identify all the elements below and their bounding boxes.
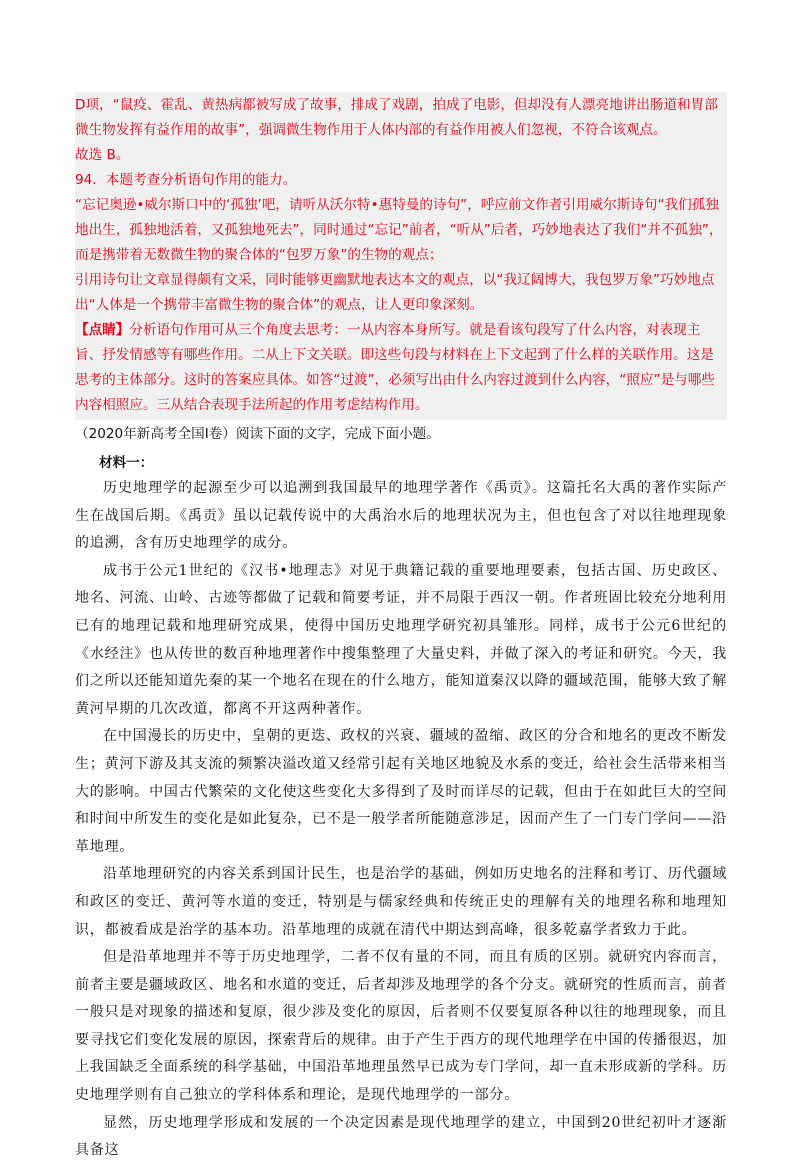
- article-paragraph: 在中国漫长的历史中，皇朝的更迭、政权的兴衰、疆域的盈缩、政区的分合和地名的更改不断发生；黄河下游及其支流的频繁决溢改道又经常引起有关地区地貌及水系的变迁，给社会生活带来相当大的影响。中国古代繁荣的文化使这些变化大多得到了及时而详尽的记载，但由于在如此巨大的空间和时间中所发生的变化是如此复杂，已不是一般学者所能随意涉足，因而产生了一门专门学问——沿革地理。: [75, 728, 727, 855]
- article-paragraph: 但是沿革地理并不等于历史地理学，二者不仅有量的不同，而且有质的区别。就研究内容而言，前者主要是疆域政区、地名和水道的变迁，后者却涉及地理学的各个分支。就研究的性质而言，前者一般只是对现象的描述和复原，很少涉及变化的原因，后者则不仅要复原各种以往的地理现象，而且要寻找它们变化发展的原因，探索背后的规律。由于产生于西方的现代地理学在中国的传播很迟，加上我国缺乏全面系统的科学基础，中国沿革地理虽然早已成为专门学问，却一直未形成新的学科。历史地理学则有自己独立的学科体系和理论，是现代地理学的一部分。: [75, 949, 727, 1104]
- tip-text: 分析语句作用可从三个角度去思考：一从内容本身所写。就是看该句段写了什么内容，对表现主旨、抒发情感等有哪些作用。二从上下文关联。即这些句段与材料在上下文起到了什么样的关联作用。这是思考的主体部分。这时的答案应具体。如答“过渡”，必须写出由什么内容过渡到什么内容，“照应”是与哪些内容相照应。三从结合表现手法所起的作用考虑结构作用。: [75, 322, 715, 413]
- article-paragraph: 显然，历史地理学形成和发展的一个决定因素是现代地理学的建立，中国到20世纪初叶才逐渐具备这: [75, 1114, 727, 1159]
- quote-analysis: “忘记奥逊•威尔斯口中的‘孤独’吧，请听从沃尔特•惠特曼的诗句”，呼应前文作者引用威尔斯诗句“我们孤独地出生，孤独地活着，又孤独地死去”，同时通过“忘记”前者，“听从”后者，巧妙地表达了我们“并不孤独”，而是携带着无数微生物的聚合体的“包罗万象”的生物的观点；: [75, 197, 723, 263]
- answer-explanation-box: [75, 92, 727, 420]
- poem-analysis: 引用诗句让文章显得颇有文采，同时能够更幽默地表达本文的观点，以“我辽阔博大，我包罗万象”巧妙地点出“人体是一个携带丰富微生物的聚合体”的观点，让人更印象深刻。: [75, 272, 715, 313]
- option-d-analysis: D项，“鼠疫、霍乱、黄热病都被写成了故事，排成了戏剧，拍成了电影，但却没有人漂亮地讲出肠道和胃部微生物发挥有益作用的故事”，强调微生物作用于人体内部的有益作用被人们忽视，不符合该观点。: [75, 97, 718, 138]
- tip-label: 【点睛】: [75, 322, 130, 338]
- tip-paragraph: [75, 318, 727, 418]
- answer-choice: 故选 B。: [75, 147, 130, 163]
- article-paragraph: 成书于公元1世纪的《汉书•地理志》对见于典籍记载的重要地理要素，包括古国、历史政区、地名、河流、山岭、古迹等都做了记载和简要考证，并不局限于西汉一朝。作者班固比较充分地利用已有的地理记载和地理研究成果，使得中国历史地理学研究初具雏形。同样，成书于公元6世纪的《水经注》也从传世的数百种地理著作中搜集整理了大量史料，并做了深入的考证和研究。今天，我们之所以还能知道先秦的某一个地名在现在的什么地方，能知道秦汉以降的疆域范围，能够大致了解黄河早期的几次改道，都离不开这两种著作。: [75, 562, 727, 717]
- reading-intro: （2020年新高考全国Ⅰ卷）阅读下面的文字，完成下面小题。: [75, 426, 440, 442]
- article-paragraph: 沿革地理研究的内容关系到国计民生，也是治学的基础，例如历史地名的注释和考订、历代疆域和政区的变迁、黄河等水道的变迁，特别是与儒家经典和传统正史的理解有关的地理名称和地理知识，都被看成是治学的基本功。沿革地理的成就在清代中期达到高峰，很多乾嘉学者致力于此。: [75, 866, 727, 938]
- page-content: [75, 92, 727, 1165]
- article-paragraph: 历史地理学的起源至少可以追溯到我国最早的地理学著作《禹贡》。这篇托名大禹的著作实际产生在战国后期。《禹贡》虽以记载传说中的大禹治水后的地理状况为主，但也包含了对以往地理现象的追溯，含有历史地理学的成分。: [75, 480, 727, 552]
- material-label: 材料一：: [99, 455, 154, 471]
- question-94-heading: 94．本题考查分析语句作用的能力。: [75, 172, 297, 188]
- article-body: [75, 475, 727, 1165]
